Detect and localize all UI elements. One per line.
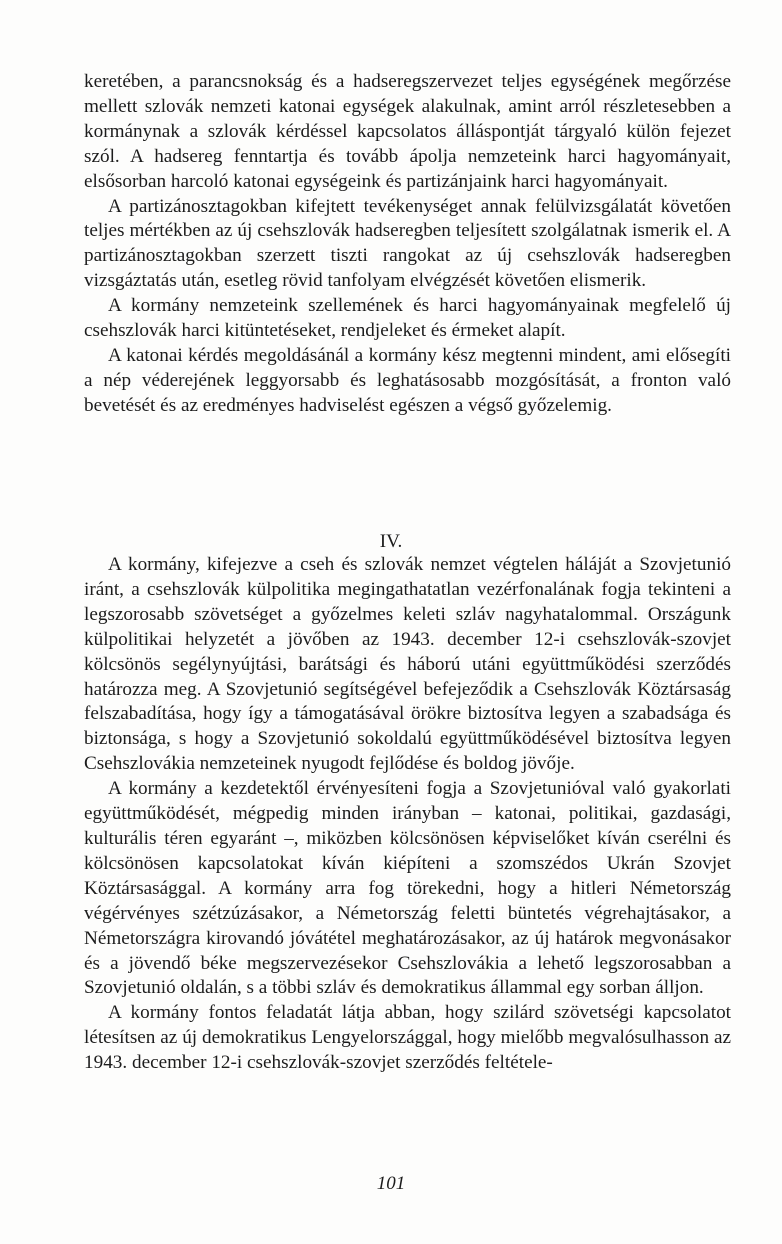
text-block-bottom — [84, 553, 731, 1076]
paragraph: A partizánosztagokban kifejtett tevékenységet annak felülvizsgálatát követően teljes mértékben az új csehszlovák hadseregben teljesített szolgálatnak ismerik el. A partizánosztagokban szerzett tiszti rangokat az új csehszlovák hadseregben vizsgáztatás után, esetleg rövid tanfolyam elvégzését követően elismerik. — [84, 195, 731, 292]
section-heading: IV. — [379, 531, 403, 552]
paragraph: A kormány fontos feladatát látja abban, hogy szilárd szövetségi kapcsolatot létesítsen az új demokratikus Lengyelországgal, hogy mielőbb megvalósulhasson az 1943. december 12-i csehszlovák-szovjet szerződés feltétele- — [84, 1002, 731, 1074]
paragraph: keretében, a parancsnokság és a hadseregszervezet teljes egységének megőrzése mellett szlovák nemzeti katonai egységek alakulnak, amint arról részletesebben a kormánynak a szlovák kérdéssel kapcsolatos álláspontját tárgyaló külön fejezet szól. A hadsereg fenntartja és tovább ápolja nemzeteink harci hagyományait, elsősorban harcoló katonai egységeink és partizánjaink harci hagyományait. — [84, 71, 731, 192]
text-block-top — [84, 70, 731, 419]
paragraph: A kormány, kifejezve a cseh és szlovák nemzet végtelen háláját a Szovjetunió iránt, a csehszlovák külpolitika megingathatatlan vezérfonalának fogja tekinteni a legszorosabb szövetséget a győzelmes keleti szláv nagyhatalommal. Országunk külpolitikai helyzetét a jövőben az 1943. december 12-i csehszlovák-szovjet kölcsönös segélynyújtási, barátsági és háború utáni együttműködési szerződés határozza meg. A Szovjetunió segítségével befejeződik a Csehszlovák Köztársaság felszabadítása, hogy így a támogatásával örökre biztosítva legyen a szabadsága és biztonsága, s hogy a Szovjetunió sokoldalú együttműködésével biztosítva legyen Csehszlovákia nemzeteinek nyugodt fejlődése és boldog jövője. — [84, 554, 731, 775]
paragraph: A kormány nemzeteink szellemének és harci hagyományainak megfelelő új csehszlovák harci kitüntetéseket, rendjeleket és érmeket alapít. — [84, 295, 731, 342]
paragraph: A katonai kérdés megoldásánál a kormány kész megtenni mindent, ami elősegíti a nép véderejének leggyorsabb és leghatásosabb mozgósítását, a fronton való bevetését és az eredményes hadviselést egészen a végső győzelemig. — [84, 344, 731, 416]
paragraph: A kormány a kezdetektől érvényesíteni fogja a Szovjetunióval való gyakorlati együttműködését, mégpedig minden irányban – katonai, politikai, gazdasági, kulturális téren egyaránt –, miközben kölcsönösen képviselőket kíván cserélni és kölcsönösen kapcsolatokat kíván kiépíteni a szomszédos Ukrán Szovjet Köztársasággal. A kormány arra fog törekedni, hogy a hitleri Németország végérvényes szétzúzásakor, a Németország feletti büntetés végrehajtásakor, a Németországra kirovandó jóvátétel meghatározásakor, az új határok megvonásakor és a jövendő béke megszervezésekor Csehszlovákia a lehető legszorosabban a Szovjetunió oldalán, s a többi szláv és demokratikus állammal egy sorban álljon. — [84, 778, 731, 999]
page-number: 101 — [376, 1173, 406, 1194]
